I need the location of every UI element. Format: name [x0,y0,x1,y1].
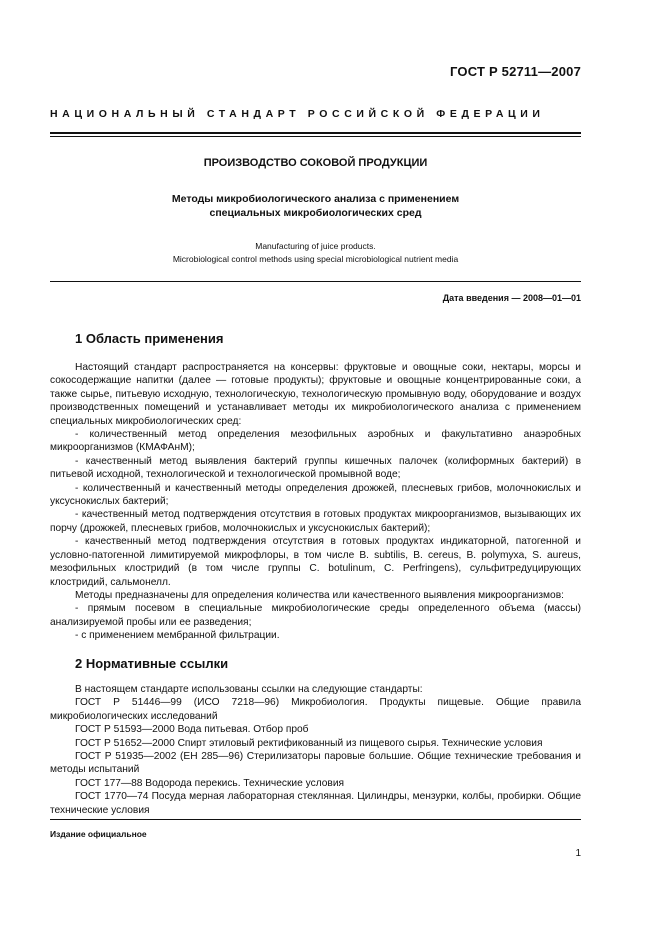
introduction-date: Дата введения — 2008—01—01 [442,293,581,303]
list-item: - качественный метод подтверждения отсутствия в готовых продуктах индикаторной, патогенной и условно-патогенной лимитируемой микрофлоры, в том числе B. subtilis, B. cereus, B. polymyxa, S. aureus, мезофильных клостридий (в том числе группы C. botulinum, C. Perfringens), сульфитредуцирующих клостридий, сальмонелл. [50,536,581,588]
reference-item: ГОСТ 1770—74 Посуда мерная лабораторная стеклянная. Цилиндры, мензурки, колбы, пробирки. Общие технические условия [50,791,581,816]
reference-item: ГОСТ Р 51652—2000 Спирт этиловый ректификованный из пищевого сырья. Технические условия [75,737,543,749]
section-2-heading: 2 Нормативные ссылки [75,656,229,671]
subtitle-line-1: Методы микробиологического анализа с применением [171,193,460,205]
list-item: - прямым посевом в специальные микробиологические среды определенного объема (массы) анализируемой пробы или ее разведения; [50,603,581,628]
header-rule-thick [50,132,581,134]
list-item: - качественный метод выявления бактерий группы кишечных палочек (колиформных бактерий) в питьевой исходной, технологической и технологической промывной воде; [50,455,581,481]
list-item: - количественный метод определения мезофильных аэробных и факультативно анаэробных микроорганизмов (КМАФАнМ); [50,429,581,454]
paragraph: Настоящий стандарт распространяется на консервы: фруктовые и овощные соки, нектары, морсы и сокосодержащие напитки (далее — готовые продукты); фруктовые и овощные концентрированные соки, а также сырье, питьевую исходную, технологическую, технологическую промывную воду, оборудование и воздух производственных помещений и устанавливает методы их микробиологического анализа с применением специальных микробиологических сред: [50,362,581,427]
reference-item: ГОСТ Р 51935—2002 (ЕН 285—96) Стерилизаторы паровые большие. Общие технические требования и методы испытаний [50,751,581,776]
paragraph: Методы предназначены для определения количества или качественного выявления микроорганизмов: [75,589,564,601]
section-2-body [50,683,581,817]
title-rule [50,281,581,282]
english-title-line-2: Microbiological control methods using special microbiological nutrient media [172,254,459,264]
section-1-heading: 1 Область применения [75,331,224,346]
reference-item: ГОСТ 177—88 Водорода перекись. Технические условия [75,777,345,789]
main-title: ПРОИЗВОДСТВО СОКОВОЙ ПРОДУКЦИИ [203,157,428,169]
header-rule-thin [50,136,581,137]
list-item: - количественный и качественный методы определения дрожжей, плесневых грибов, молочнокислых и уксуснокислых бактерий; [50,482,581,508]
list-item: - с применением мембранной фильтрации. [75,630,280,642]
reference-item: ГОСТ Р 51446—99 (ИСО 7218—96) Микробиология. Продукты пищевые. Общие правила микробиологических исследований [50,697,581,722]
footer-rule [50,819,581,820]
edition-label: Издание официальное [50,829,147,839]
paragraph: В настоящем стандарте использованы ссылки на следующие стандарты: [75,684,423,695]
list-item: - качественный метод подтверждения отсутствия в готовых продуктах микроорганизмов, вызывающих их порчу (дрожжей, плесневых грибов, молочнокислых и уксуснокислых бактерий); [50,509,581,534]
national-standard-banner: НАЦИОНАЛЬНЫЙ СТАНДАРТ РОССИЙСКОЙ ФЕДЕРАЦИИ [50,108,545,120]
page-number: 1 [575,848,581,859]
english-title-line-1: Manufacturing of juice products. [255,241,376,251]
reference-item: ГОСТ Р 51593—2000 Вода питьевая. Отбор проб [75,724,309,736]
document-code: ГОСТ Р 52711—2007 [450,64,581,79]
section-1-body [50,361,581,643]
subtitle-line-2: специальных микробиологических сред [209,207,422,219]
